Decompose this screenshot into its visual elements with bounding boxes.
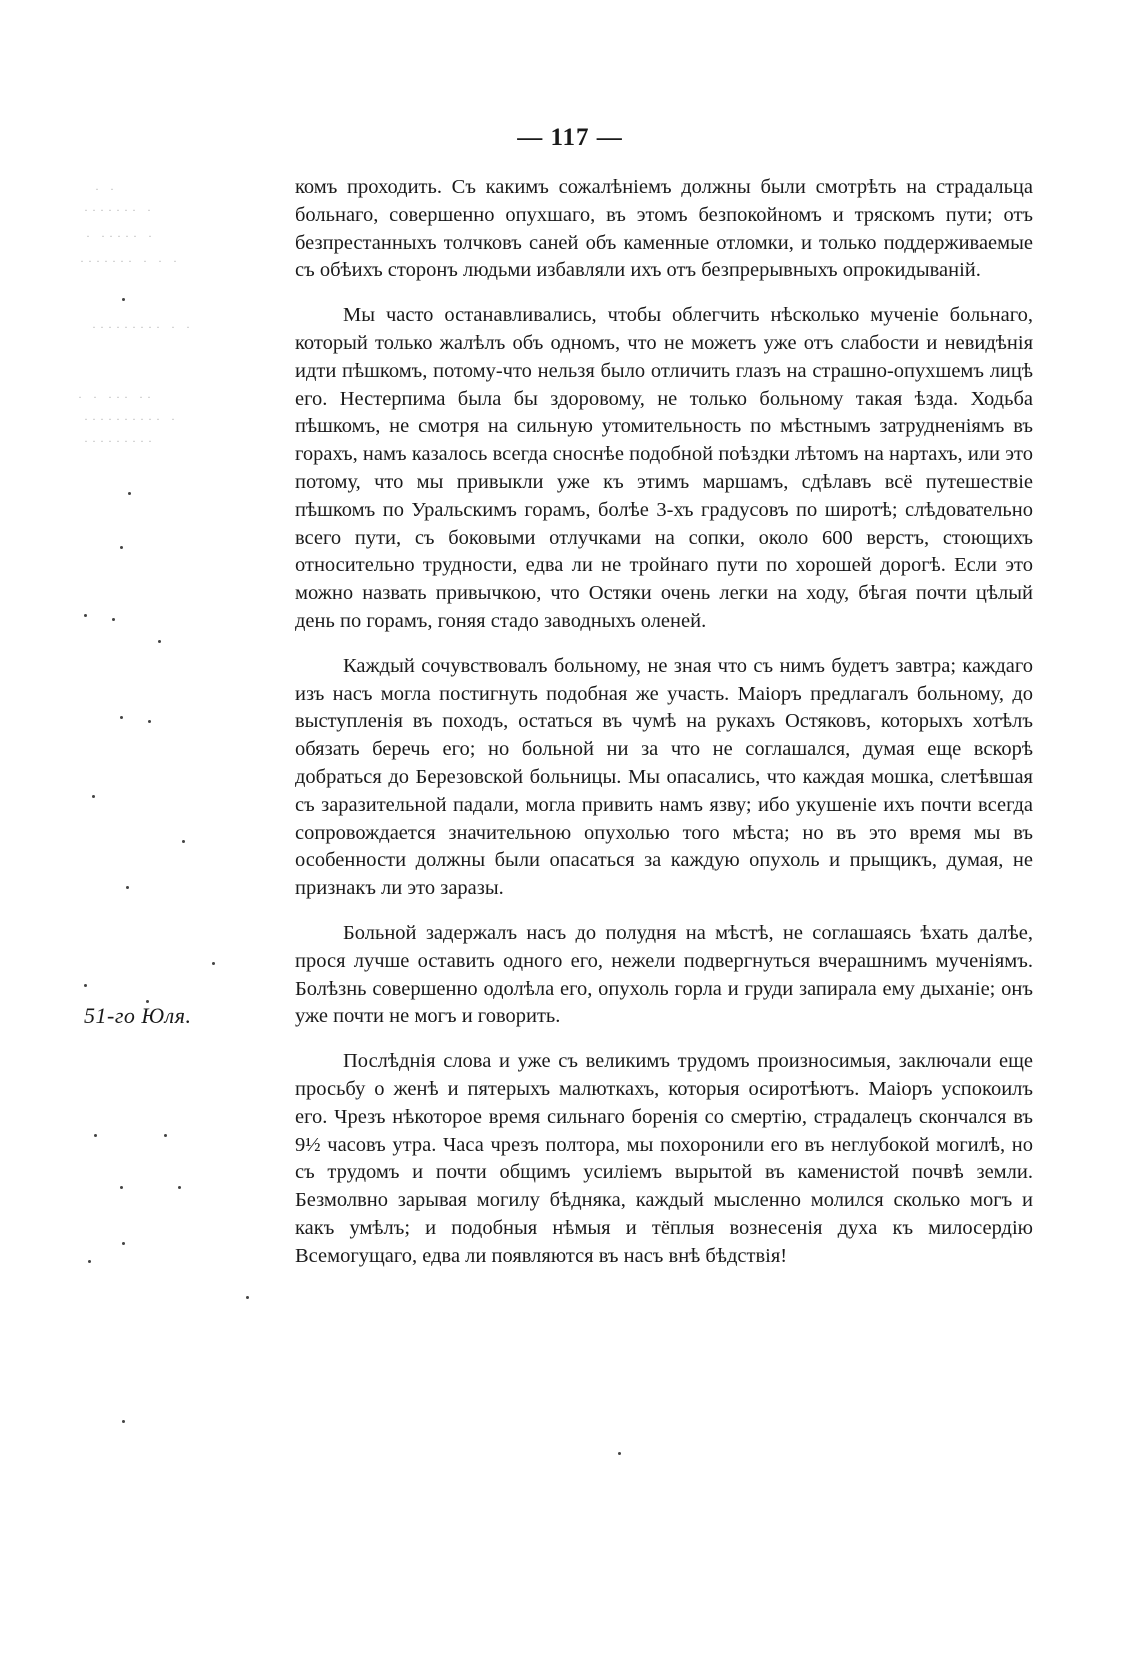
paragraph-continued: комъ проходить. Съ какимъ сожалѣніемъ должны были смотрѣть на страдальца больнаго, совершенно опухшаго, въ этомъ безпокойномъ и тряскомъ пути; отъ безпрестанныхъ толчковъ саней объ каменные отломки, и только поддерживаемые съ обѣихъ сторонъ людьми избавляли ихъ отъ безпрерывныхъ опрокидываній. xyxy=(295,176,1033,282)
page-number: — 117 — xyxy=(517,124,623,151)
main-text xyxy=(295,174,1033,1270)
paragraph: Послѣднія слова и уже съ великимъ трудомъ произносимыя, заключали еще просьбу о женѣ и пятерыхъ малюткахъ, которыя осиротѣютъ. Маіоръ успокоилъ его. Чрезъ нѣкоторое время сильнаго боренія со смертію, страдалецъ скончался въ 9½ часовъ утра. Часа чрезъ полтора, мы похоронили его въ неглубокой могилѣ, но съ трудомъ и почти общимъ усиліемъ вырытой въ каменистой почвѣ земли. Безмолвно зарывая могилу бѣдняка, каждый мысленно молился сколько могъ и какъ умѣлъ; и подобныя нѣмыя и тёплыя вознесенія духа къ милосердію Всемогущаго, едва ли появляются въ насъ внѣ бѣдствія! xyxy=(295,1050,1033,1267)
paragraph: Мы часто останавливались, чтобы облегчить нѣсколько мученіе больнаго, который только жалѣлъ объ одномъ, что не можетъ уже отъ слабости и невидѣнія идти пѣшкомъ, потому-что нельзя было отличить глазъ на страшно-опухшемъ лицѣ его. Нестерпима была бы здоровому, не только больному такая ѣзда. Ходьба пѣшкомъ, не смотря на сильную утомительность по мѣстнымъ затрудненіямъ въ горахъ, намъ казалось всегда сноснѣе подобной поѣздки лѣтомъ на нартахъ, или это потому, что мы привыкли уже къ этимъ маршамъ, сдѣлавъ всё путешествіе пѣшкомъ по Уральскимъ горамъ, болѣе 3-хъ градусовъ по широтѣ; слѣдовательно всего пути, съ боковыми отлучками на сопки, около 600 верстъ, стоющихъ относительно трудности, едва ли не тройнаго пути по хорошей дорогѣ. Если это можно назвать привычкою, что Остяки очень легки на ходу, бѣгая почти цѣлый день по горамъ, гоняя стадо заводныхъ оленей. xyxy=(295,304,1033,632)
paragraph: Больной задержалъ насъ до полудня на мѣстѣ, не соглашаясь ѣхать далѣе, прося лучше оставить одного его, нежели подвергнуться вчерашнимъ мученіямъ. Болѣзнь совершенно одолѣла его, опухоль горла и груди запирала ему дыханіе; онъ уже почти не могъ и говорить. xyxy=(295,921,1033,1028)
margin-date-note: 51-го Юля. xyxy=(84,1003,192,1028)
paragraph: Каждый сочувствовалъ больному, не зная что съ нимъ будетъ завтра; каждаго изъ насъ могла постигнуть подобная же участь. Маіоръ предлагалъ больному, до выступленія въ походъ, остаться въ чумѣ на рукахъ Остяковъ, которыхъ хотѣлъ обязать беречь его; но больной ни за что не соглашался, думая еще вскорѣ добраться до Березовской больницы. Мы опасались, что каждая мошка, слетѣвшая съ заразительной падали, могла привить намъ язву; ибо укушеніе ихъ почти всегда сопровождается значительною опухолью того мѣста; но въ это время мы въ особенности должны были опасаться за каждую опухоль и прыщикъ, думая, не признакъ ли это заразы. xyxy=(295,654,1033,900)
